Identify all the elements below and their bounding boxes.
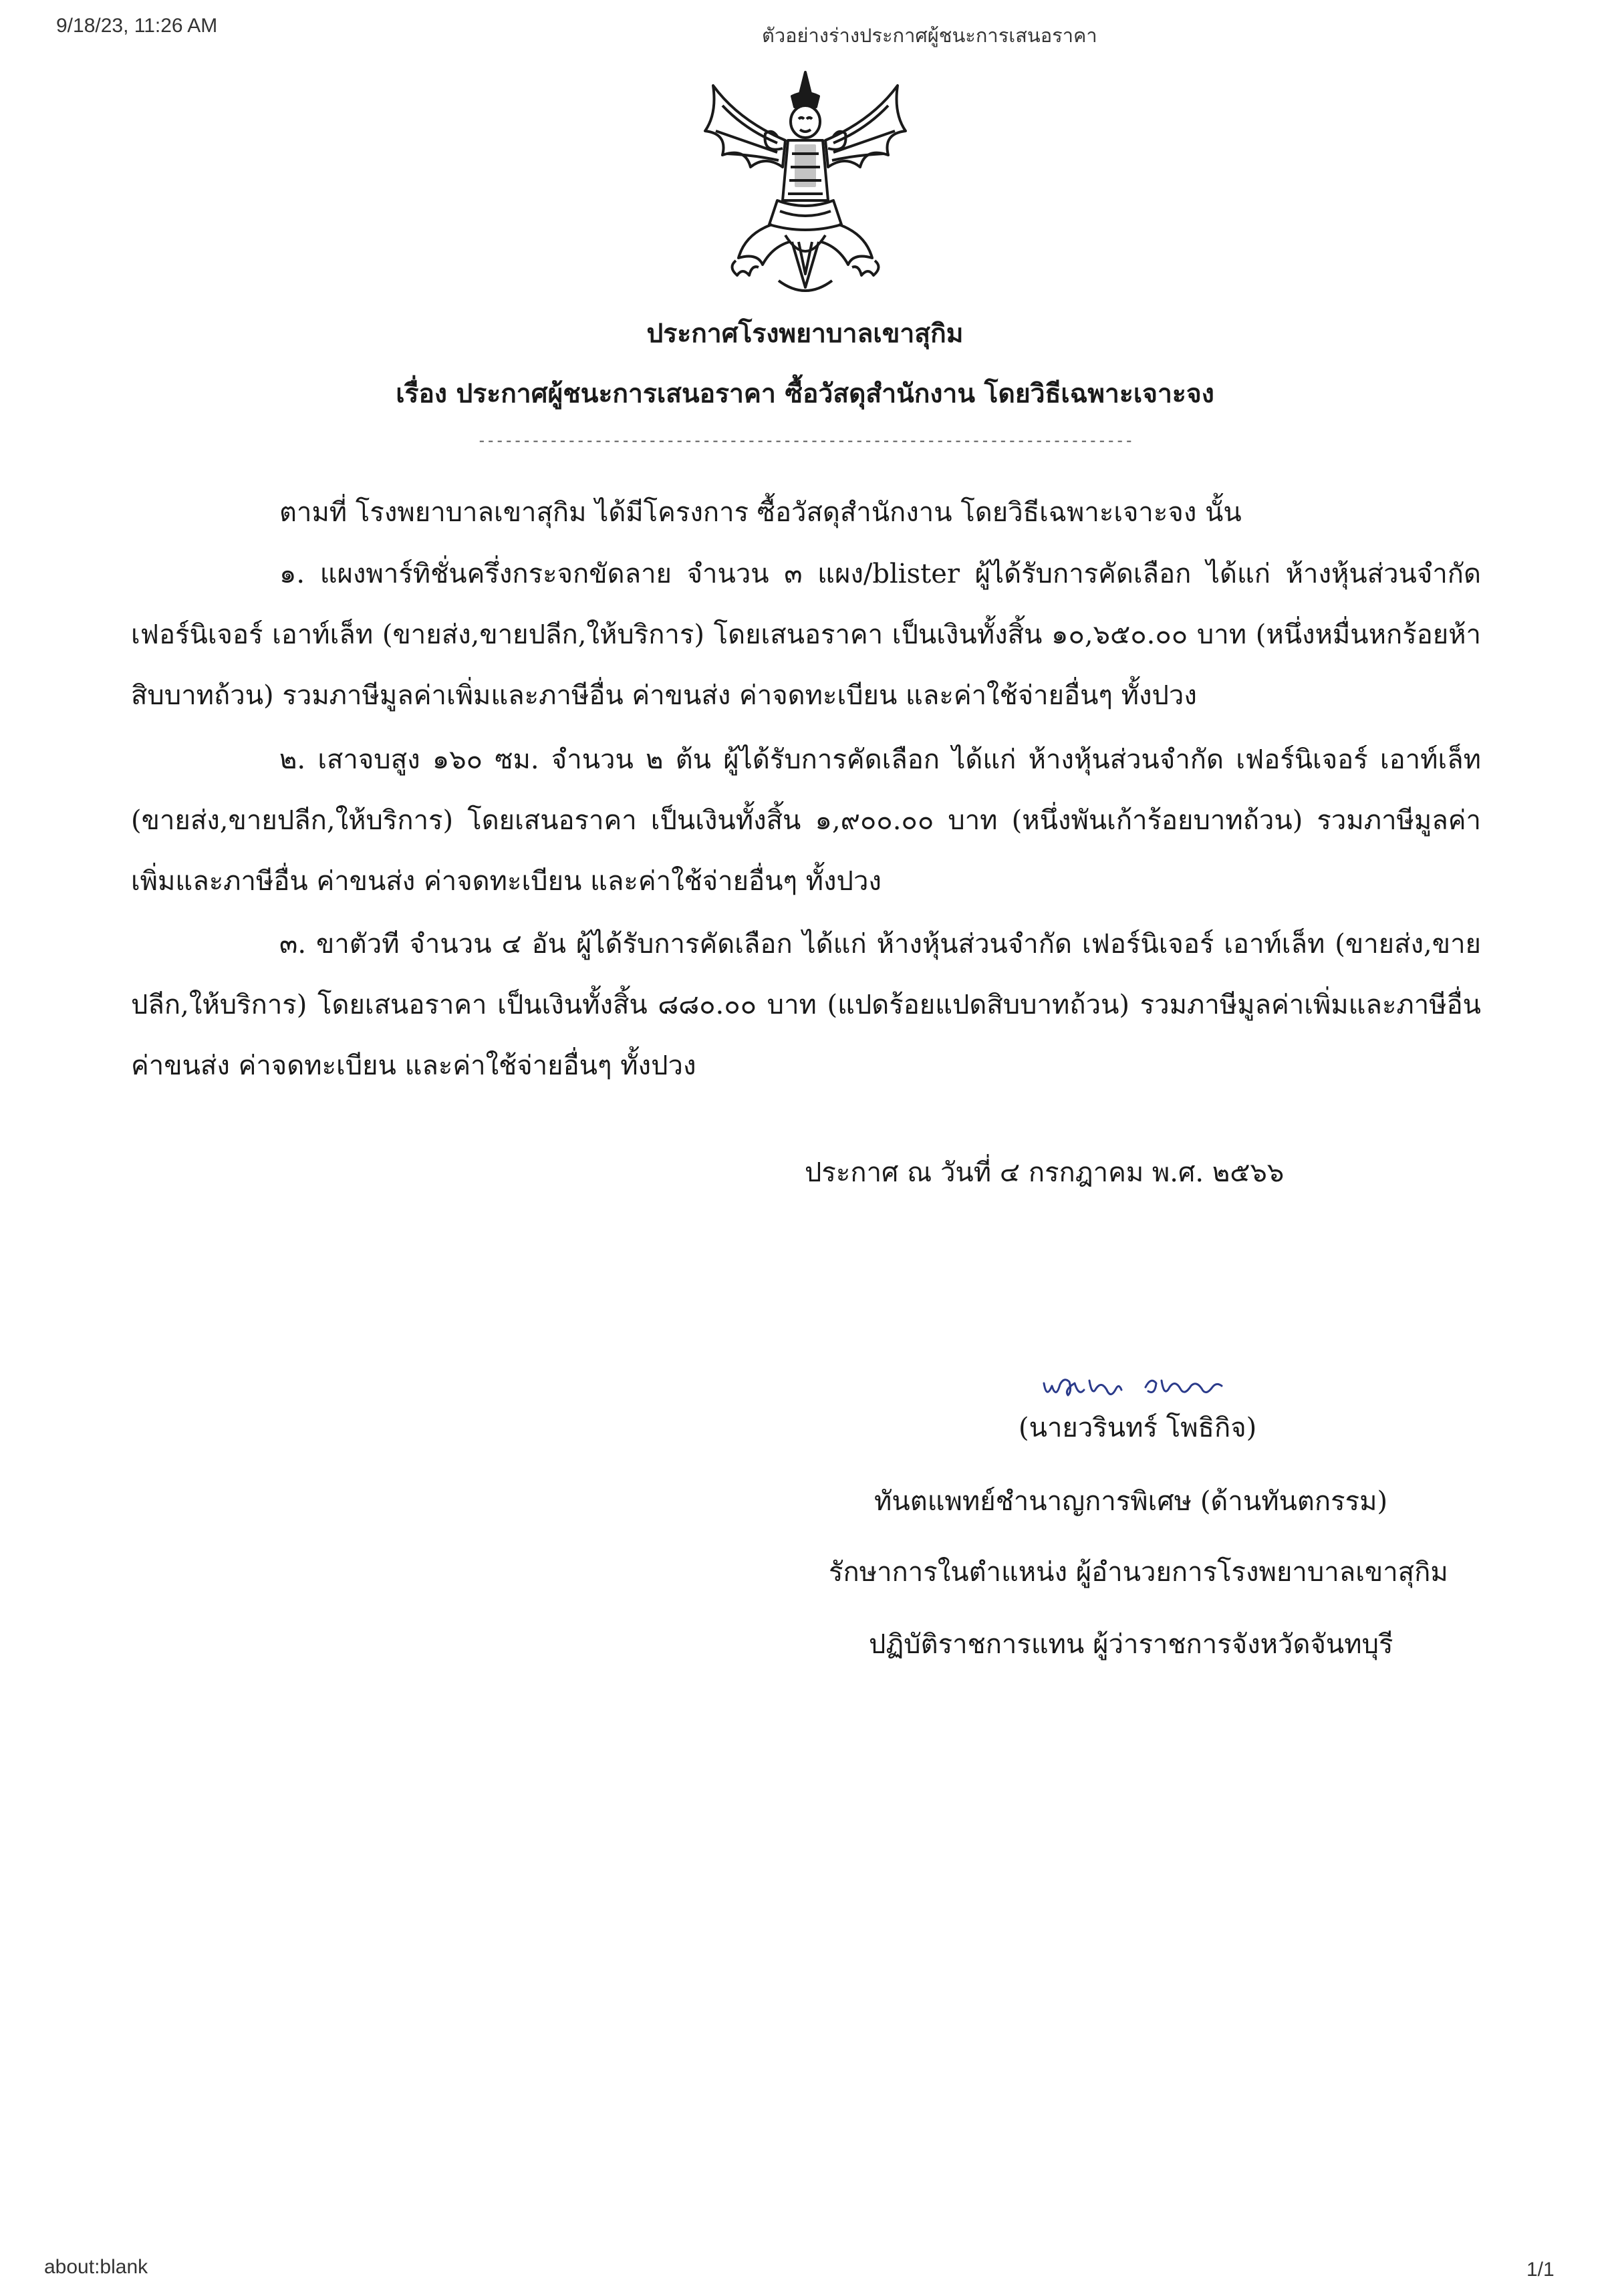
divider-line: ------------------------------------------------------------------------- xyxy=(477,431,1133,450)
signer-name: (นายวรินทร์ โพธิกิจ) xyxy=(1019,1413,1257,1443)
page-url: about:blank xyxy=(44,2256,148,2278)
announcement-date: ประกาศ ณ วันที่ ๔ กรกฎาคม พ.ศ. ๒๕๖๖ xyxy=(805,1157,1285,1188)
subject-line: เรื่อง ประกาศผู้ชนะการเสนอราคา ซื้อวัสดุสำนักงาน โดยวิธีเฉพาะเจาะจง xyxy=(396,378,1214,409)
award-item-2: ๒. เสาจบสูง ๑๖๐ ซม. จำนวน ๒ ต้น ผู้ได้รับการคัดเลือก ได้แก่ ห้างหุ้นส่วนจำกัด เฟอร์นิเจอร์ เอาท์เล็ท (ขายส่ง,ขายปลีก,ให้บริการ) โดยเสนอราคา เป็นเงินทั้งสิ้น ๑,๙๐๐.๐๐ บาท (หนึ่งพันเก้าร้อยบาทถ้วน) รวมภาษีมูลค่าเพิ่มและภาษีอื่น ค่าขนส่ง ค่าจดทะเบียน และค่าใช้จ่ายอื่นๆ ทั้งปวง xyxy=(131,744,1481,897)
document-title: ตัวอย่างร่างประกาศผู้ชนะการเสนอราคา xyxy=(762,24,1097,47)
garuda-emblem-icon xyxy=(698,67,912,307)
page-number: 1/1 xyxy=(1526,2259,1555,2281)
signer-position-3: ปฏิบัติราชการแทน ผู้ว่าราชการจังหวัดจันทบุรี xyxy=(869,1629,1393,1660)
award-item-1: ๑. แผงพาร์ทิชั่นครึ่งกระจกขัดลาย จำนวน ๓ แผง/blister ผู้ได้รับการคัดเลือก ได้แก่ ห้างหุ้นส่วนจำกัด เฟอร์นิเจอร์ เอาท์เล็ท (ขายส่ง,ขายปลีก,ให้บริการ) โดยเสนอราคา เป็นเงินทั้งสิ้น ๑๐,๖๕๐.๐๐ บาท (หนึ่งหมื่นหกร้อยห้าสิบบาทถ้วน) รวมภาษีมูลค่าเพิ่มและภาษีอื่น ค่าขนส่ง ค่าจดทะเบียน และค่าใช้จ่ายอื่นๆ ทั้งปวง xyxy=(131,559,1481,711)
organization-title: ประกาศโรงพยาบาลเขาสุกิม xyxy=(646,318,964,349)
signer-position-2: รักษาการในตำแหน่ง ผู้อำนวยการโรงพยาบาลเขาสุกิม xyxy=(829,1557,1448,1588)
intro-paragraph: ตามที่ โรงพยาบาลเขาสุกิม ได้มีโครงการ ซื้อวัสดุสำนักงาน โดยวิธีเฉพาะเจาะจง นั้น xyxy=(279,497,1242,528)
print-datetime: 9/18/23, 11:26 AM xyxy=(56,15,218,37)
signer-position-1: ทันตแพทย์ชำนาญการพิเศษ (ด้านทันตกรรม) xyxy=(874,1486,1388,1517)
award-item-3: ๓. ขาตัวที จำนวน ๔ อัน ผู้ได้รับการคัดเลือก ได้แก่ ห้างหุ้นส่วนจำกัด เฟอร์นิเจอร์ เอาท์เล็ท (ขายส่ง,ขายปลีก,ให้บริการ) โดยเสนอราคา เป็นเงินทั้งสิ้น ๘๘๐.๐๐ บาท (แปดร้อยแปดสิบบาทถ้วน) รวมภาษีมูลค่าเพิ่มและภาษีอื่น ค่าขนส่ง ค่าจดทะเบียน และค่าใช้จ่ายอื่นๆ ทั้งปวง xyxy=(131,929,1481,1081)
handwritten-signature xyxy=(1037,1356,1238,1410)
